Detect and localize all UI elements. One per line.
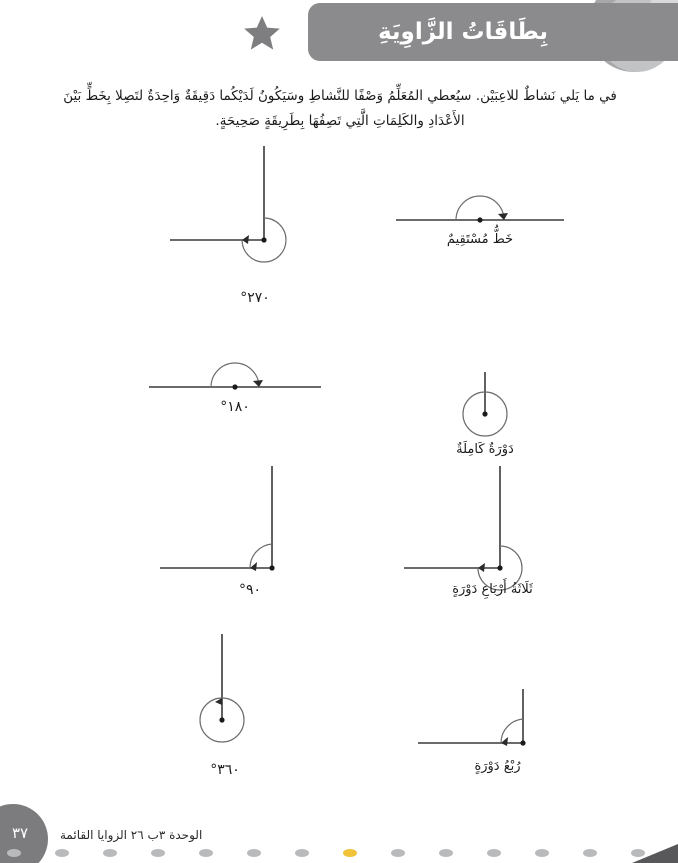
full-circle-diagram	[400, 368, 570, 440]
figures-area	[0, 140, 678, 800]
page-footer	[0, 800, 678, 863]
figure-90-deg	[150, 460, 325, 598]
dot-strip	[0, 846, 678, 860]
page-title: بِطَاقَاتُ الزَّاوِيَةِ	[377, 19, 549, 45]
instructions-paragraph: في ما يَلي نَشاطٌ للاعِبَيْن. سيُعطي المُعَلِّمُ وَصْفًا للنَّشاطِ وسَيَكُونُ لَدَيْكُما دَقِيقَةٌ وَاحِدَةٌ لتَصِلا بِخَطٍّ بَيْنَ الأَعْدَادِ والكَلِمَاتِ الَّتِي تَصِفُهَا بِطَرِيقَةٍ صَحِيحَةٍ.	[63, 88, 617, 129]
corner-wedge	[632, 844, 678, 863]
star-icon	[243, 14, 281, 52]
footer-unit-label: الوحدة ٣ب ٢٦ الزوايا القائمة	[60, 828, 203, 842]
figure-caption: رُبْعُ دَوْرَةٍ	[474, 759, 521, 774]
page-header	[0, 0, 678, 72]
straight-line-diagram	[145, 355, 325, 397]
figure-360-deg	[160, 630, 290, 778]
straight-line-diagram	[390, 188, 570, 230]
figure-caption: ١٨٠°	[220, 399, 250, 415]
figure-caption: ٩٠°	[238, 582, 262, 598]
figure-180-deg	[145, 355, 325, 415]
figure-caption: خَطٌّ مُسْتَقِيمٌ	[446, 232, 514, 247]
figure-three-quarter-turn	[400, 460, 585, 597]
figure-caption: ٣٦٠°	[210, 762, 240, 778]
figure-caption: دَوْرَةٌ كَامِلَةٌ	[456, 442, 514, 457]
reflex-angle-diagram	[400, 460, 585, 580]
figure-caption: ٢٧٠°	[240, 290, 270, 306]
page-number: ٣٧	[11, 824, 29, 842]
reflex-angle-diagram	[160, 140, 320, 288]
figure-full-turn	[400, 368, 570, 457]
full-circle-diagram	[160, 630, 290, 760]
figure-caption: ثَلَاثَةُ أَرْبَاعِ دَوْرَةٍ	[452, 582, 533, 597]
accent-dot	[343, 849, 357, 857]
right-angle-diagram	[150, 460, 325, 580]
figure-270-deg	[160, 140, 320, 306]
figure-straight-line	[390, 188, 570, 247]
figure-quarter-turn	[410, 685, 585, 774]
right-angle-diagram	[410, 685, 585, 757]
